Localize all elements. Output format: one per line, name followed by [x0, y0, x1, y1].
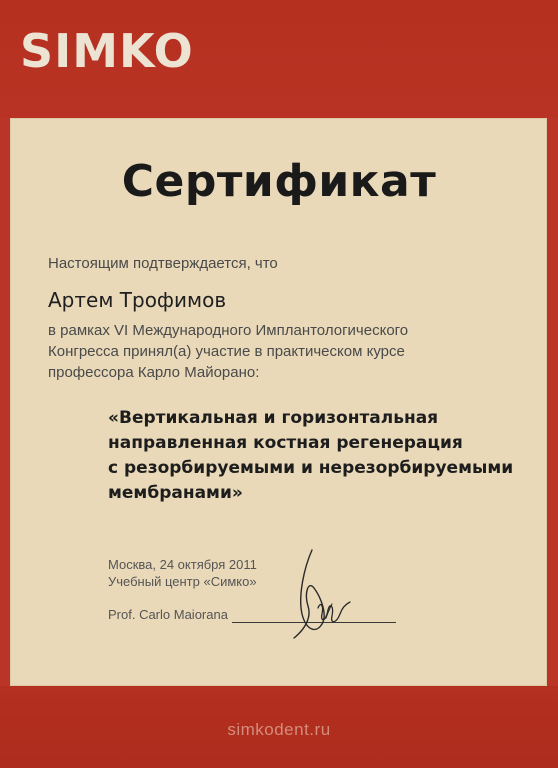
place-date: Москва, 24 октября 2011	[108, 557, 257, 572]
brand-logo: SIMKO	[20, 24, 194, 78]
signer-name: Prof. Carlo Maiorana	[108, 607, 228, 622]
course-title-line: мембранами»	[108, 483, 243, 503]
confirm-text: Настоящим подтверждается, что	[48, 255, 278, 272]
course-title-line: с резорбируемыми и нерезорбируемыми	[108, 458, 514, 478]
description-line: профессора Карло Майорано:	[48, 364, 260, 381]
description	[48, 320, 508, 383]
course-title	[108, 406, 528, 506]
organization: Учебный центр «Симко»	[108, 574, 257, 589]
description-line: Конгресса принял(а) участие в практическом курсе	[48, 343, 405, 360]
place-date-block	[108, 556, 257, 590]
course-title-line: «Вертикальная и горизонтальная	[108, 408, 439, 428]
description-line: в рамках VI Международного Имплантологического	[48, 322, 409, 339]
recipient-name: Артем Трофимов	[48, 288, 227, 312]
website-link[interactable]: simkodent.ru	[227, 720, 331, 739]
certificate-title: Сертификат	[121, 156, 437, 207]
signature-mark	[284, 548, 354, 640]
course-title-line: направленная костная регенерация	[108, 433, 463, 453]
